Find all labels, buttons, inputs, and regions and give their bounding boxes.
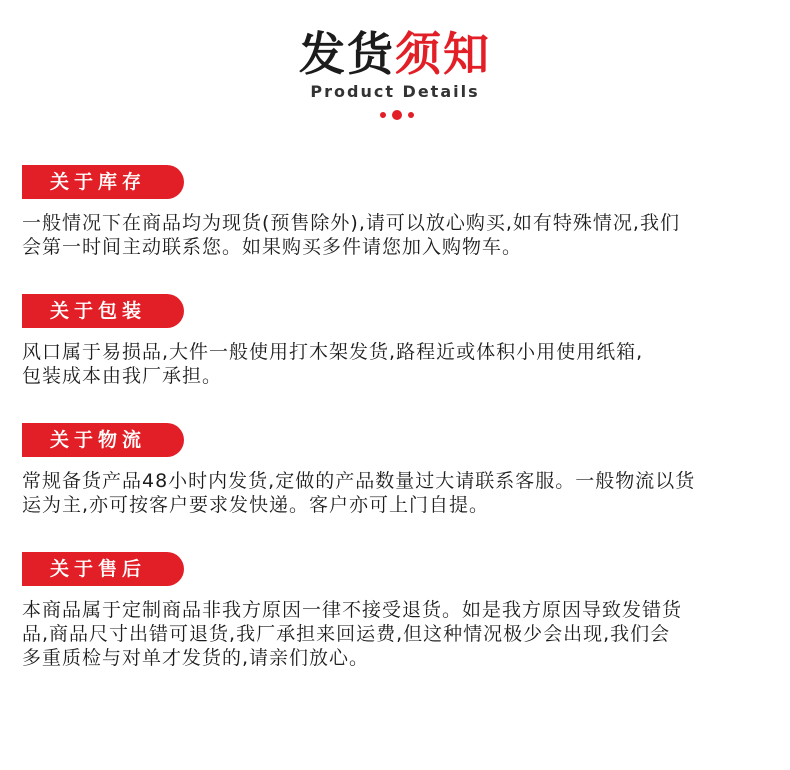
- body-line: 品,商品尺寸出错可退货,我厂承担来回运费,但这种情况极少会出现,我们会: [22, 623, 671, 645]
- body-line: 运为主,亦可按客户要求发快递。客户亦可上门自提。: [22, 494, 490, 516]
- body-line: 一般情况下在商品均为现货(预售除外),请可以放心购买,如有特殊情况,我们: [22, 212, 680, 234]
- page-title: [0, 24, 790, 84]
- section-body: [22, 211, 772, 259]
- section-tag: 关于包装: [22, 294, 184, 328]
- body-line: 风口属于易损品,大件一般使用打木架发货,路程近或体积小用使用纸箱,: [22, 341, 644, 363]
- section-tag: 关于售后: [22, 552, 184, 586]
- section-body: [22, 598, 772, 670]
- title-part-1: 发货: [299, 27, 395, 81]
- body-line: 本商品属于定制商品非我方原因一律不接受退货。如是我方原因导致发错货: [22, 599, 683, 621]
- body-line: 包装成本由我厂承担。: [22, 365, 223, 387]
- section-tag: 关于库存: [22, 165, 184, 199]
- body-line: 常规备货产品48小时内发货,定做的产品数量过大请联系客服。一般物流以货: [22, 470, 696, 492]
- decorative-dots: [380, 110, 416, 120]
- section-body: [22, 340, 772, 388]
- dot-icon: [408, 112, 414, 118]
- body-line: 会第一时间主动联系您。如果购买多件请您加入购物车。: [22, 236, 523, 258]
- section-tag: 关于物流: [22, 423, 184, 457]
- page-subtitle: Product Details: [310, 82, 480, 101]
- section-body: [22, 469, 772, 517]
- body-line: 多重质检与对单才发货的,请亲们放心。: [22, 647, 370, 669]
- dot-icon: [392, 110, 402, 120]
- title-part-2: 须知: [395, 27, 491, 81]
- page-header: [0, 0, 790, 130]
- dot-icon: [380, 112, 386, 118]
